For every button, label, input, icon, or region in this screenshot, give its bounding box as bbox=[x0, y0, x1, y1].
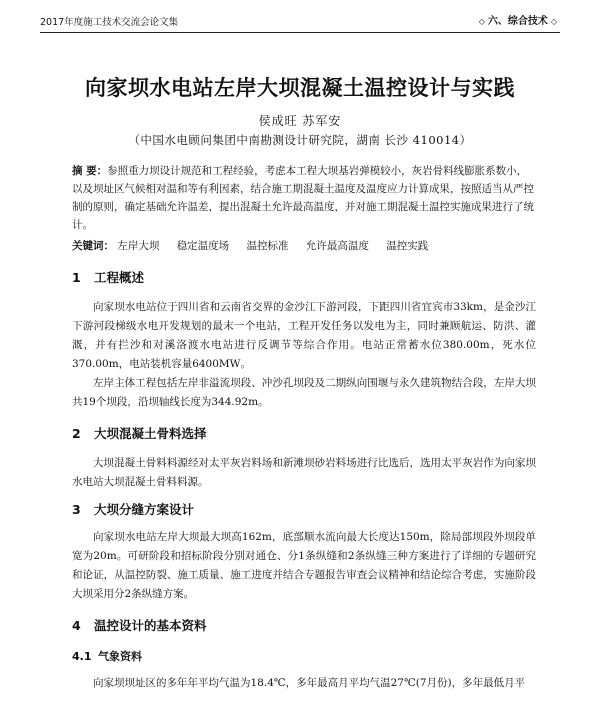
keyword: 允许最高温度 bbox=[305, 240, 369, 252]
section-number: 1 bbox=[72, 270, 81, 285]
section-heading-1 bbox=[72, 268, 144, 286]
section-heading-3 bbox=[72, 500, 194, 518]
section-number: 2 bbox=[72, 426, 81, 441]
paragraph: 向家坝坝址区的多年年平均气温为18.4℃，多年最高月平均气温27℃(7月份)，多年最低月平 bbox=[93, 677, 526, 689]
header-section-label bbox=[476, 12, 560, 27]
subsection-heading bbox=[72, 648, 142, 664]
header-proceedings-title: 2017年度施工技术交流会论文集 bbox=[40, 17, 179, 28]
paper-title: 向家坝水电站左岸大坝混凝土温控设计与实践 bbox=[85, 76, 515, 100]
keywords bbox=[72, 238, 536, 253]
paragraph: 大坝混凝土骨料料源经对太平灰岩料场和新滩坝砂岩料场进行比选后，选用太平灰岩作为向家坝水电站大坝混凝土骨料料源。 bbox=[72, 457, 536, 488]
abstract bbox=[72, 162, 536, 234]
keyword: 左岸大坝 bbox=[117, 240, 160, 252]
abstract-label: 摘 要： bbox=[72, 165, 108, 177]
section-heading-4 bbox=[72, 616, 207, 634]
section-number: 4 bbox=[72, 618, 81, 633]
section-heading-2 bbox=[72, 424, 207, 442]
running-header bbox=[40, 12, 560, 28]
keyword: 稳定温度场 bbox=[176, 240, 230, 252]
keyword: 温控实践 bbox=[386, 240, 429, 252]
section-title: 大坝混凝土骨料选择 bbox=[94, 426, 207, 441]
affiliation: （中国水电顾问集团中南勘测设计研究院，湖南 长沙 410014） bbox=[128, 133, 472, 147]
section-title: 温控设计的基本资料 bbox=[94, 618, 207, 633]
paragraph: 左岸主体工程包括左岸非溢流坝段、冲沙孔坝段及二期纵向围堰与永久建筑物结合段，左岸大坝共19个坝段，沿坝轴线长度为344.92m。 bbox=[72, 377, 536, 408]
subsection-number: 4.1 bbox=[72, 650, 92, 663]
authors: 侯成旺 苏军安 bbox=[258, 114, 342, 128]
section-title: 工程概述 bbox=[94, 270, 145, 285]
abstract-text: 参照重力坝设计规范和工程经验，考虑本工程大坝基岩弹模较小，灰岩骨料线膨胀系数小，以及坝址区气候相对温和等有利因素，结合施工期混凝土温度及温度应力计算成果，按照适当从严控制的原则，确定基础允许温差，提出混凝土允许最高温度，并对施工期混凝土温控实施成果进行了统计。 bbox=[72, 165, 534, 231]
header-section-text: 六、综合技术 bbox=[487, 16, 548, 27]
section-title: 大坝分缝方案设计 bbox=[94, 502, 195, 517]
paragraph: 向家坝水电站位于四川省和云南省交界的金沙江下游河段，下距四川省宜宾市33km，是金沙江下游河段梯级水电开发规划的最末一个电站，工程开发任务以发电为主，同时兼顾航运、防洪、灌溉，并有拦沙和对溪洛渡水电站进行反调节等综合作用。电站正常蓄水位380.00m，死水位370.00m，电站装机容量6400MW。 bbox=[72, 301, 536, 370]
keywords-label: 关键词： bbox=[72, 240, 114, 252]
section-number: 3 bbox=[72, 502, 81, 517]
subsection-title: 气象资料 bbox=[98, 650, 142, 663]
diamond-icon: ◇ bbox=[550, 17, 557, 26]
paragraph: 向家坝水电站左岸大坝最大坝高162m，底部顺水流向最大长度达150m，除局部坝段外坝段单宽为20m。可研阶段和招标阶段分别对通仓、分1条纵缝和2条纵缝三种方案进行了详细的专题研究和论证，从温控防裂、施工质量、施工进度并结合专题报告审查会议精神和结论综合考虑，实施阶段大坝采用分2条纵缝方案。 bbox=[72, 531, 536, 600]
diamond-icon: ◇ bbox=[478, 17, 485, 26]
keyword: 温控标准 bbox=[246, 240, 289, 252]
header-rule bbox=[40, 32, 560, 33]
